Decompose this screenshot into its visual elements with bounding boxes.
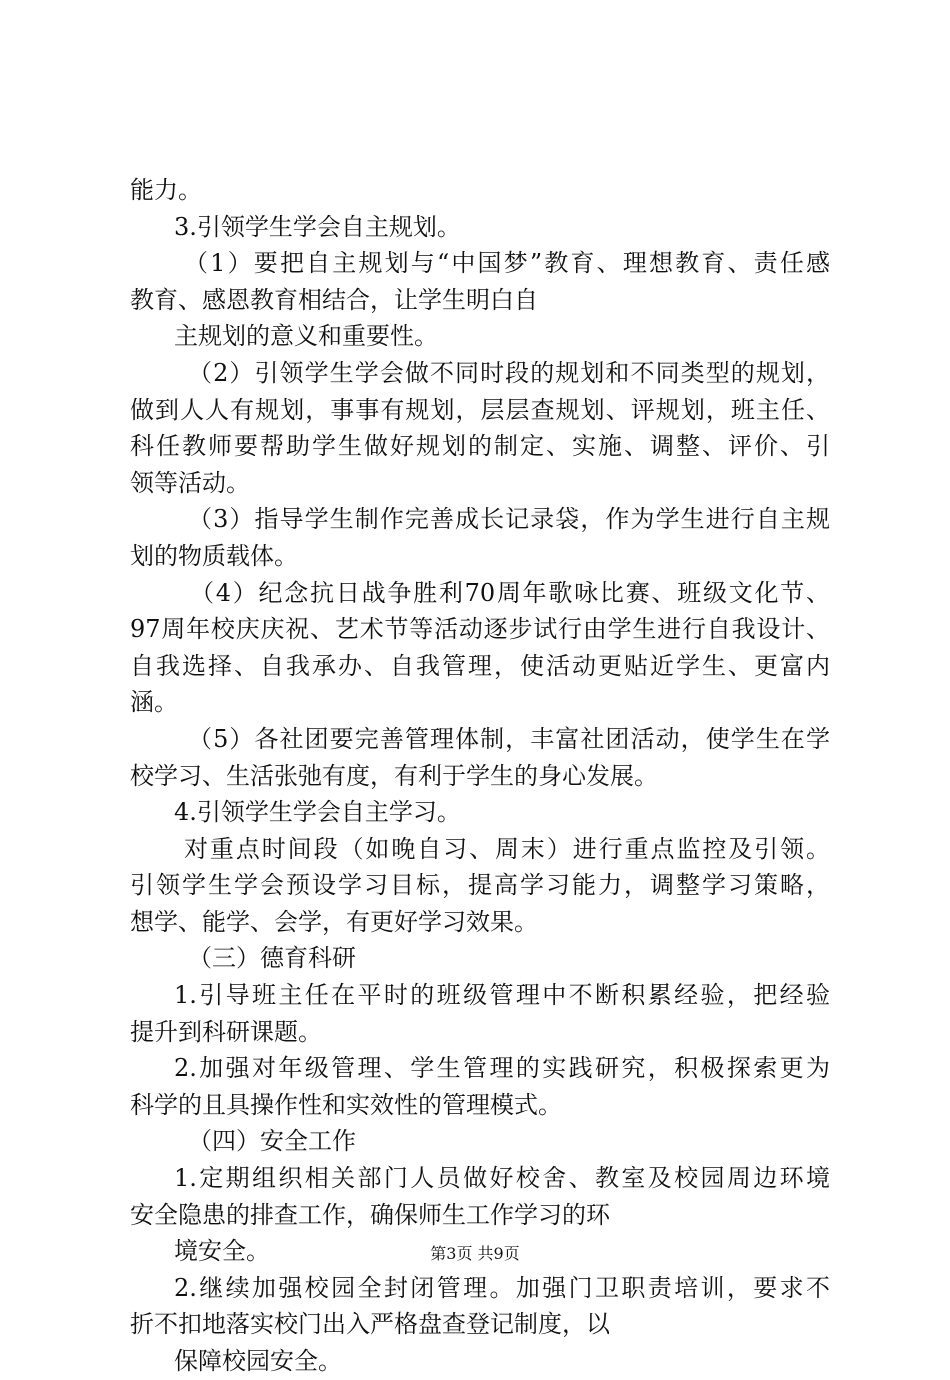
- text-line: 自我选择、自我承办、自我管理，使活动更贴近学生、更富内: [130, 651, 830, 680]
- section-heading: （四）安全工作: [188, 1127, 356, 1156]
- text-line: 提升到科研课题。: [130, 1017, 322, 1046]
- text-line: 科任教师要帮助学生做好规划的制定、实施、调整、评价、引: [130, 432, 830, 461]
- text-line: 想学、能学、会学，有更好学习效果。: [130, 907, 538, 936]
- text-line: （4）纪念抗日战争胜利70周年歌咏比赛、班级文化节、: [190, 578, 830, 607]
- text-line: 引领学生学会预设学习目标，提高学习能力，调整学习策略，: [130, 871, 830, 900]
- body-text: [130, 172, 830, 1380]
- text-line: （2）引领学生学会做不同时段的规划和不同类型的规划，: [188, 358, 830, 387]
- text-line: 涵。: [130, 688, 178, 717]
- page-number-label: 第3页 共9页: [430, 1244, 520, 1263]
- section-heading: （三）德育科研: [188, 944, 356, 973]
- text-line: 科学的且具操作性和实效性的管理模式。: [130, 1090, 562, 1119]
- text-line: 折不扣地落实校门出入严格盘查登记制度，以: [130, 1310, 610, 1339]
- text-line: 4.引领学生学会自主学习。: [174, 798, 461, 827]
- text-line: 对重点时间段（如晚自习、周末）进行重点监控及引领。: [184, 834, 830, 863]
- text-line: 1.引导班主任在平时的班级管理中不断积累经验，把经验: [174, 981, 830, 1010]
- text-line: 校学习、生活张弛有度，有利于学生的身心发展。: [130, 761, 658, 790]
- text-line: 做到人人有规划，事事有规划，层层查规划、评规划，班主任、: [130, 395, 830, 424]
- text-line: 保障校园安全。: [174, 1347, 342, 1375]
- text-line: （1）要把自主规划与“中国梦”教育、理想教育、责任感: [184, 249, 830, 278]
- text-line: 境安全。: [174, 1237, 270, 1266]
- text-line: 主规划的意义和重要性。: [174, 322, 438, 351]
- page-footer: [0, 1242, 950, 1266]
- text-line: 教育、感恩教育相结合，让学生明白自: [130, 285, 538, 314]
- text-line: 划的物质载体。: [130, 541, 298, 570]
- text-line: 2.继续加强校园全封闭管理。加强门卫职责培训，要求不: [174, 1273, 830, 1302]
- text-line: （3）指导学生制作完善成长记录袋，作为学生进行自主规: [188, 505, 830, 534]
- text-line: 2.加强对年级管理、学生管理的实践研究，积极探索更为: [174, 1054, 830, 1083]
- text-line: 安全隐患的排查工作，确保师生工作学习的环: [130, 1200, 610, 1229]
- text-line: 3.引领学生学会自主规划。: [174, 212, 461, 241]
- text-line: 领等活动。: [130, 468, 250, 497]
- text-line: （5）各社团要完善管理体制，丰富社团活动，使学生在学: [188, 724, 830, 753]
- text-line: 97周年校庆庆祝、艺术节等活动逐步试行由学生进行自我设计、: [130, 615, 830, 644]
- text-line: 能力。: [130, 176, 202, 204]
- text-line: 1.定期组织相关部门人员做好校舍、教室及校园周边环境: [174, 1164, 830, 1193]
